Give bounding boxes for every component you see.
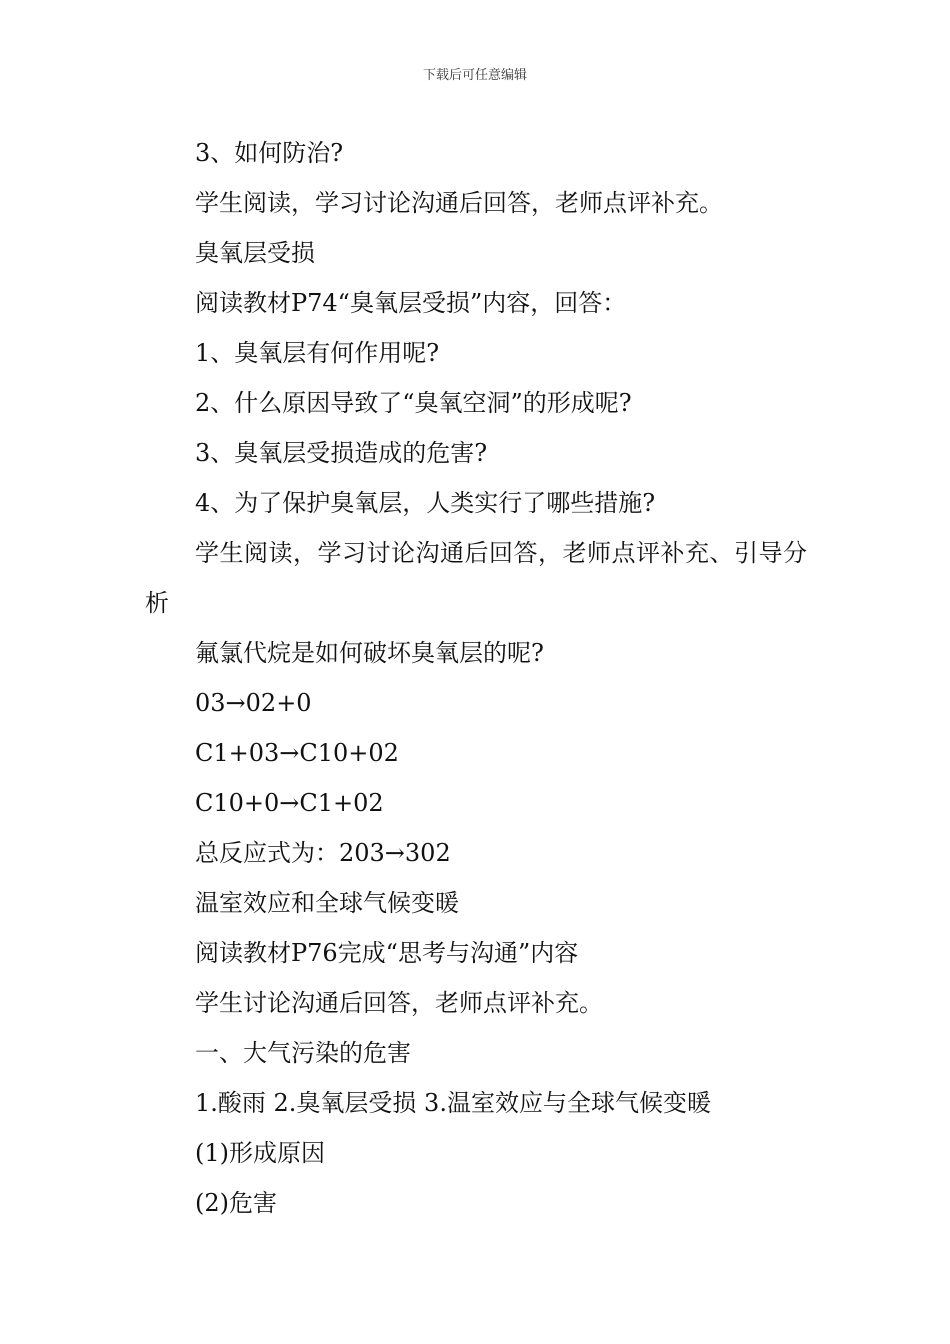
equation-line: C10+0→C1+02 [195, 789, 384, 817]
page-header: 下载后可任意编辑 [422, 68, 527, 83]
reading-instruction: 阅读教材P74“臭氧层受损”内容，回答： [195, 289, 627, 317]
summary-subitem: (2)危害 [195, 1189, 277, 1217]
summary-subitem: (1)形成原因 [195, 1139, 325, 1167]
section-heading-ozone: 臭氧层受损 [195, 239, 315, 267]
document-body [145, 128, 810, 1228]
question-item: 4、为了保护臭氧层，人类实行了哪些措施? [195, 489, 656, 517]
student-activity: 学生讨论沟通后回答，老师点评补充。 [195, 989, 603, 1017]
student-activity: 学生阅读，学习讨论沟通后回答，老师点评补充。 [195, 189, 723, 217]
student-activity-wrapped: 学生阅读，学习讨论沟通后回答，老师点评补充、引导分析 [145, 539, 808, 617]
section-heading-greenhouse: 温室效应和全球气候变暖 [195, 889, 459, 917]
question-cfc: 氟氯代烷是如何破坏臭氧层的呢? [195, 639, 544, 667]
summary-heading: 一、大气污染的危害 [195, 1039, 411, 1067]
question-item: 1、臭氧层有何作用呢? [195, 339, 440, 367]
equation-line: 03→02+0 [195, 689, 312, 717]
question-item: 2、什么原因导致了“臭氧空洞”的形成呢? [195, 389, 632, 417]
reading-instruction: 阅读教材P76完成“思考与沟通”内容 [195, 939, 579, 967]
question-item: 3、臭氧层受损造成的危害? [195, 439, 488, 467]
summary-list: 1.酸雨 2.臭氧层受损 3.温室效应与全球气候变暖 [195, 1089, 711, 1117]
question-prevention: 3、如何防治? [195, 139, 344, 167]
equation-line: C1+03→C10+02 [195, 739, 399, 767]
total-equation: 总反应式为：203→302 [195, 839, 451, 867]
